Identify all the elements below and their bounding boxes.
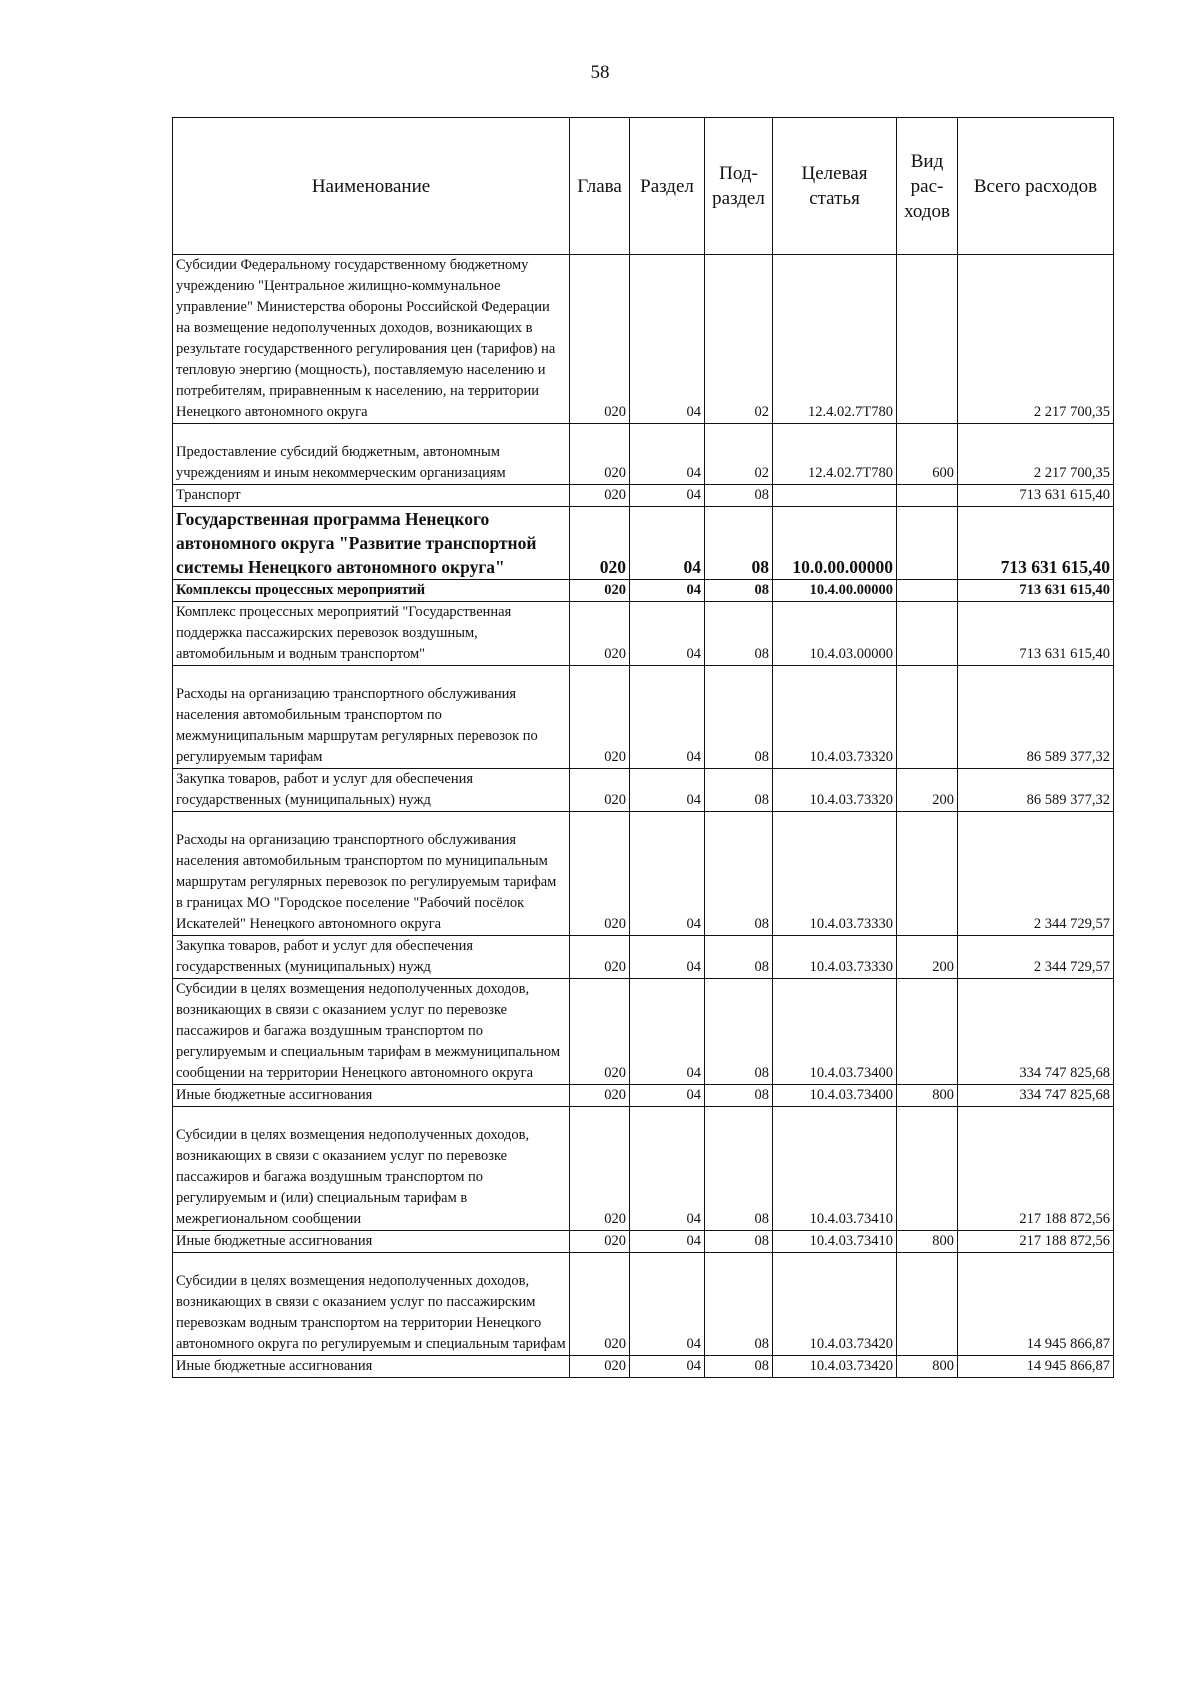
table-row bbox=[173, 979, 1114, 1085]
row-chapter: 020 bbox=[570, 812, 630, 936]
row-total: 334 747 825,68 bbox=[958, 979, 1114, 1085]
row-section: 04 bbox=[630, 602, 705, 666]
row-target: 10.4.03.73330 bbox=[773, 936, 897, 979]
row-subsection: 08 bbox=[705, 812, 773, 936]
row-total: 217 188 872,56 bbox=[958, 1231, 1114, 1253]
row-name: Субсидии в целях возмещения недополученных доходов, возникающих в связи с оказанием услуг по перевозке пассажиров и багажа воздушным транспортом по регулируемым и специальным тарифам в межмуниципальном сообщении на территории Ненецкого автономного округа bbox=[173, 979, 570, 1085]
table-row bbox=[173, 507, 1114, 580]
row-subsection: 02 bbox=[705, 424, 773, 485]
row-total: 2 344 729,57 bbox=[958, 812, 1114, 936]
row-subsection: 08 bbox=[705, 979, 773, 1085]
row-section: 04 bbox=[630, 666, 705, 769]
row-name: Иные бюджетные ассигнования bbox=[173, 1231, 570, 1253]
row-subsection: 08 bbox=[705, 936, 773, 979]
header-name: Наименование bbox=[173, 118, 570, 255]
row-subsection: 08 bbox=[705, 1356, 773, 1378]
row-target: 10.4.03.73330 bbox=[773, 812, 897, 936]
table-row bbox=[173, 936, 1114, 979]
row-subsection: 08 bbox=[705, 507, 773, 580]
row-target: 10.0.00.00000 bbox=[773, 507, 897, 580]
row-target: 10.4.03.73400 bbox=[773, 1085, 897, 1107]
row-subsection: 08 bbox=[705, 485, 773, 507]
row-type bbox=[897, 979, 958, 1085]
row-subsection: 02 bbox=[705, 255, 773, 424]
page-number: 58 bbox=[590, 62, 610, 83]
header-expense-type: Вид рас-ходов bbox=[897, 118, 958, 255]
table-row bbox=[173, 812, 1114, 936]
row-total: 334 747 825,68 bbox=[958, 1085, 1114, 1107]
row-subsection: 08 bbox=[705, 1107, 773, 1231]
row-subsection: 08 bbox=[705, 580, 773, 602]
row-section: 04 bbox=[630, 255, 705, 424]
row-subsection: 08 bbox=[705, 769, 773, 812]
row-name: Субсидии Федеральному государственному бюджетному учреждению "Центральное жилищно-коммунальное управление" Министерства обороны Российской Федерации на возмещение недополученных доходов, возникающих в результате государственного регулирования цен (тарифов) на тепловую энергию (мощность), поставляемую населению и потребителям, приравненным к населению, на территории Ненецкого автономного округа bbox=[173, 255, 570, 424]
row-chapter: 020 bbox=[570, 769, 630, 812]
row-total: 713 631 615,40 bbox=[958, 580, 1114, 602]
row-chapter: 020 bbox=[570, 485, 630, 507]
table-row bbox=[173, 1253, 1114, 1356]
header-section: Раздел bbox=[630, 118, 705, 255]
row-section: 04 bbox=[630, 769, 705, 812]
header-target-item: Целевая статья bbox=[773, 118, 897, 255]
table-row bbox=[173, 255, 1114, 424]
row-total: 14 945 866,87 bbox=[958, 1356, 1114, 1378]
table-row bbox=[173, 424, 1114, 485]
row-section: 04 bbox=[630, 1253, 705, 1356]
budget-table bbox=[172, 117, 1114, 1378]
row-chapter: 020 bbox=[570, 602, 630, 666]
row-type bbox=[897, 485, 958, 507]
row-chapter: 020 bbox=[570, 936, 630, 979]
row-section: 04 bbox=[630, 1085, 705, 1107]
row-total: 2 217 700,35 bbox=[958, 424, 1114, 485]
row-type bbox=[897, 812, 958, 936]
row-name: Расходы на организацию транспортного обслуживания населения автомобильным транспортом по межмуниципальным маршрутам регулярных перевозок по регулируемым тарифам bbox=[173, 666, 570, 769]
table-header-row bbox=[173, 118, 1114, 255]
row-type: 800 bbox=[897, 1356, 958, 1378]
table-row bbox=[173, 580, 1114, 602]
table-row bbox=[173, 602, 1114, 666]
row-target: 12.4.02.7Т780 bbox=[773, 424, 897, 485]
row-target: 10.4.03.73410 bbox=[773, 1107, 897, 1231]
row-chapter: 020 bbox=[570, 979, 630, 1085]
row-section: 04 bbox=[630, 507, 705, 580]
row-subsection: 08 bbox=[705, 602, 773, 666]
row-total: 2 344 729,57 bbox=[958, 936, 1114, 979]
row-type bbox=[897, 1253, 958, 1356]
row-target: 10.4.03.73410 bbox=[773, 1231, 897, 1253]
row-section: 04 bbox=[630, 979, 705, 1085]
row-chapter: 020 bbox=[570, 1085, 630, 1107]
row-chapter: 020 bbox=[570, 580, 630, 602]
row-name: Иные бюджетные ассигнования bbox=[173, 1085, 570, 1107]
row-chapter: 020 bbox=[570, 424, 630, 485]
table-row bbox=[173, 1107, 1114, 1231]
row-section: 04 bbox=[630, 1107, 705, 1231]
row-name: Расходы на организацию транспортного обслуживания населения автомобильным транспортом по муниципальным маршрутам регулярных перевозок по регулируемым тарифам в границах МО "Городское поселение "Рабочий посёлок Искателей" Ненецкого автономного округа bbox=[173, 812, 570, 936]
row-target bbox=[773, 485, 897, 507]
row-total: 14 945 866,87 bbox=[958, 1253, 1114, 1356]
row-total: 713 631 615,40 bbox=[958, 602, 1114, 666]
row-type: 800 bbox=[897, 1085, 958, 1107]
row-target: 10.4.03.73320 bbox=[773, 666, 897, 769]
row-name: Государственная программа Ненецкого автономного округа "Развитие транспортной системы Ненецкого автономного округа" bbox=[173, 507, 570, 580]
table-row bbox=[173, 1085, 1114, 1107]
table-row bbox=[173, 1356, 1114, 1378]
row-total: 713 631 615,40 bbox=[958, 485, 1114, 507]
row-name: Транспорт bbox=[173, 485, 570, 507]
row-total: 713 631 615,40 bbox=[958, 507, 1114, 580]
row-subsection: 08 bbox=[705, 1231, 773, 1253]
table-row bbox=[173, 485, 1114, 507]
header-chapter: Глава bbox=[570, 118, 630, 255]
row-name: Иные бюджетные ассигнования bbox=[173, 1356, 570, 1378]
table-row bbox=[173, 666, 1114, 769]
row-type: 200 bbox=[897, 936, 958, 979]
row-chapter: 020 bbox=[570, 255, 630, 424]
row-type bbox=[897, 1107, 958, 1231]
header-total: Всего расходов bbox=[958, 118, 1114, 255]
row-name: Закупка товаров, работ и услуг для обеспечения государственных (муниципальных) нужд bbox=[173, 769, 570, 812]
row-total: 86 589 377,32 bbox=[958, 666, 1114, 769]
row-section: 04 bbox=[630, 1231, 705, 1253]
row-target: 12.4.02.7Т780 bbox=[773, 255, 897, 424]
row-section: 04 bbox=[630, 812, 705, 936]
row-type: 800 bbox=[897, 1231, 958, 1253]
row-target: 10.4.03.73420 bbox=[773, 1356, 897, 1378]
row-type bbox=[897, 580, 958, 602]
row-type bbox=[897, 666, 958, 769]
row-chapter: 020 bbox=[570, 1231, 630, 1253]
row-section: 04 bbox=[630, 580, 705, 602]
row-target: 10.4.03.73400 bbox=[773, 979, 897, 1085]
table-row bbox=[173, 769, 1114, 812]
row-section: 04 bbox=[630, 1356, 705, 1378]
row-target: 10.4.03.73320 bbox=[773, 769, 897, 812]
row-section: 04 bbox=[630, 424, 705, 485]
row-type bbox=[897, 255, 958, 424]
row-chapter: 020 bbox=[570, 666, 630, 769]
row-type: 600 bbox=[897, 424, 958, 485]
row-target: 10.4.00.00000 bbox=[773, 580, 897, 602]
row-subsection: 08 bbox=[705, 666, 773, 769]
row-type: 200 bbox=[897, 769, 958, 812]
row-chapter: 020 bbox=[570, 1253, 630, 1356]
row-name: Субсидии в целях возмещения недополученных доходов, возникающих в связи с оказанием услуг по пассажирским перевозкам водным транспортом на территории Ненецкого автономного округа по регулируемым и специальным тарифам bbox=[173, 1253, 570, 1356]
row-subsection: 08 bbox=[705, 1253, 773, 1356]
row-chapter: 020 bbox=[570, 1356, 630, 1378]
row-name: Субсидии в целях возмещения недополученных доходов, возникающих в связи с оказанием услуг по перевозке пассажиров и багажа воздушным транспортом по регулируемым и (или) специальным тарифам в межрегиональном сообщении bbox=[173, 1107, 570, 1231]
row-name: Предоставление субсидий бюджетным, автономным учреждениям и иным некоммерческим организациям bbox=[173, 424, 570, 485]
row-name: Комплексы процессных мероприятий bbox=[173, 580, 570, 602]
table-row bbox=[173, 1231, 1114, 1253]
row-name: Комплекс процессных мероприятий "Государственная поддержка пассажирских перевозок воздушным, автомобильным и водным транспортом" bbox=[173, 602, 570, 666]
row-section: 04 bbox=[630, 485, 705, 507]
row-name: Закупка товаров, работ и услуг для обеспечения государственных (муниципальных) нужд bbox=[173, 936, 570, 979]
row-chapter: 020 bbox=[570, 1107, 630, 1231]
row-target: 10.4.03.00000 bbox=[773, 602, 897, 666]
row-total: 217 188 872,56 bbox=[958, 1107, 1114, 1231]
row-target: 10.4.03.73420 bbox=[773, 1253, 897, 1356]
row-type bbox=[897, 507, 958, 580]
row-section: 04 bbox=[630, 936, 705, 979]
header-subsection: Под-раздел bbox=[705, 118, 773, 255]
row-total: 86 589 377,32 bbox=[958, 769, 1114, 812]
row-chapter: 020 bbox=[570, 507, 630, 580]
row-subsection: 08 bbox=[705, 1085, 773, 1107]
row-type bbox=[897, 602, 958, 666]
row-total: 2 217 700,35 bbox=[958, 255, 1114, 424]
